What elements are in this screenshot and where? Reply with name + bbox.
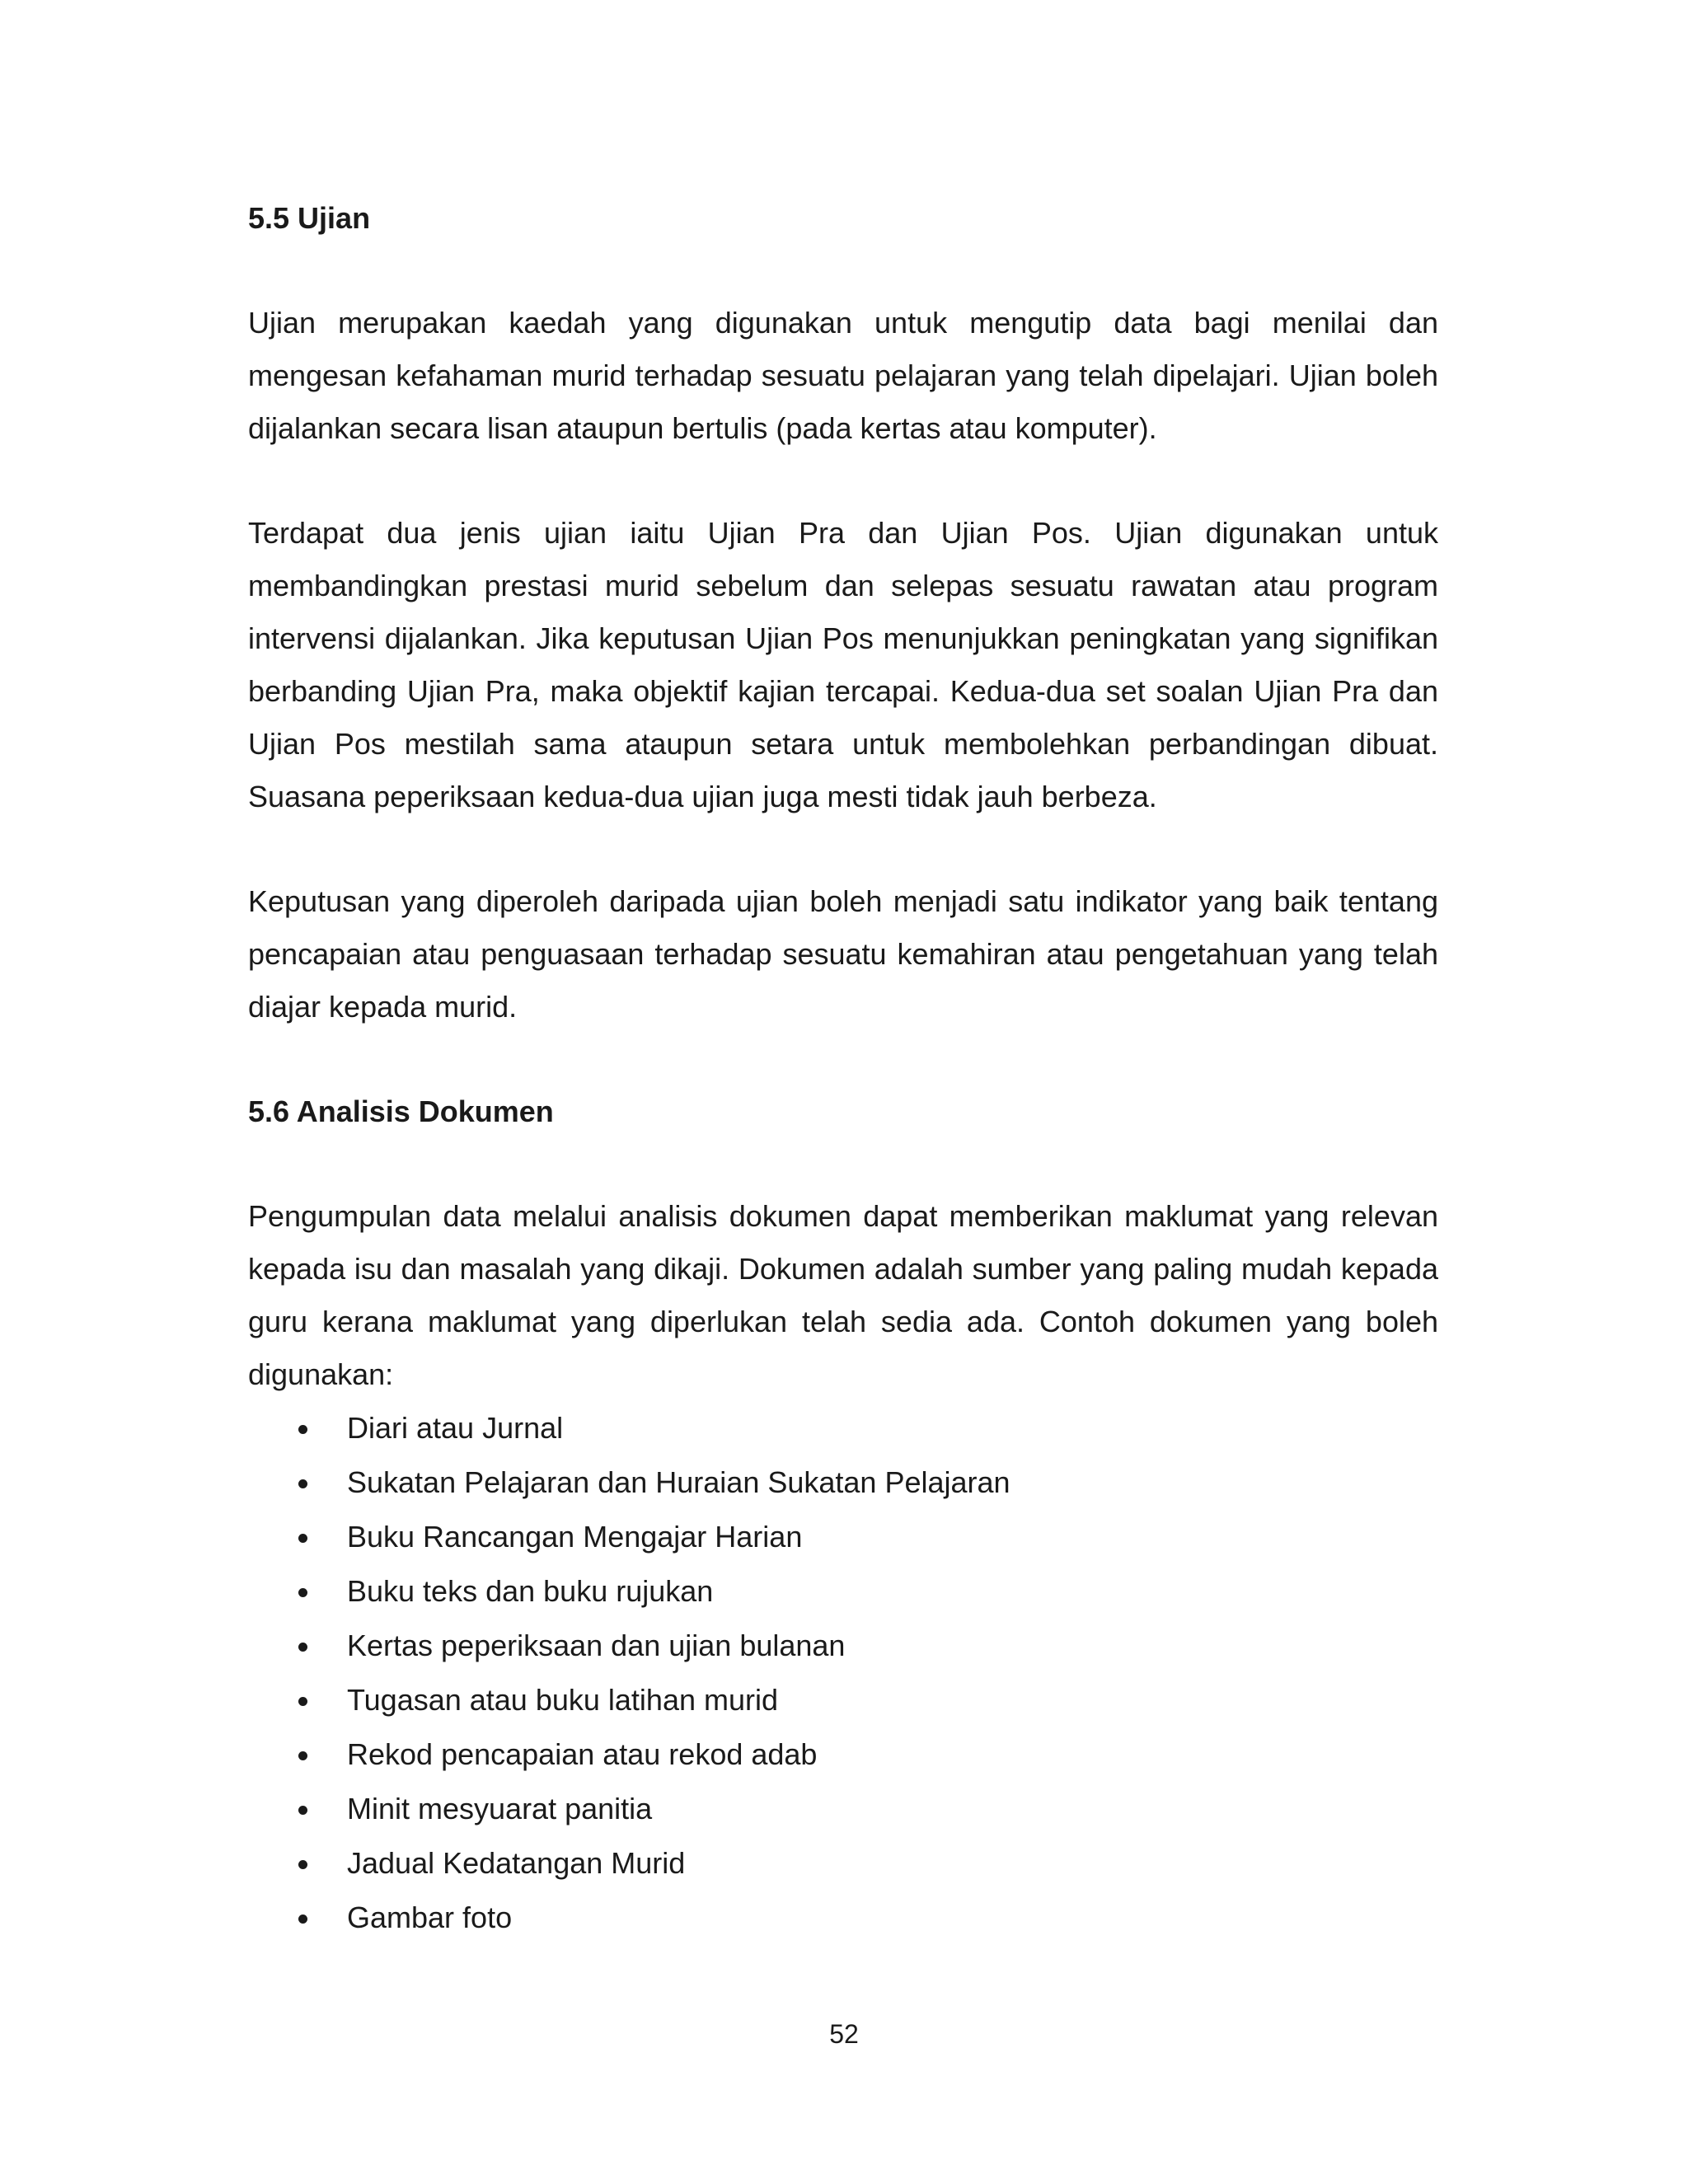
list-item xyxy=(248,1782,1438,1836)
bullet-icon xyxy=(298,1915,307,1924)
page-content xyxy=(248,192,1438,1945)
list-item xyxy=(248,1401,1438,1455)
bullet-icon xyxy=(298,1588,307,1597)
bullet-icon xyxy=(298,1534,307,1543)
bullet-icon xyxy=(298,1479,307,1488)
list-item xyxy=(248,1619,1438,1673)
bullet-icon xyxy=(298,1697,307,1706)
section-heading-analisis-dokumen: 5.6 Analisis Dokumen xyxy=(248,1094,554,1128)
list-item-text: Tugasan atau buku latihan murid xyxy=(347,1683,779,1717)
section-heading-ujian: 5.5 Ujian xyxy=(248,201,371,235)
list-item-text: Rekod pencapaian atau rekod adab xyxy=(347,1737,818,1771)
list-item-text: Buku teks dan buku rujukan xyxy=(347,1574,714,1608)
list-item xyxy=(248,1673,1438,1727)
paragraph-ujian-results: Keputusan yang diperoleh daripada ujian boleh menjadi satu indikator yang baik tentang pencapaian atau penguasaan terhadap sesuatu kemahiran atau pengetahuan yang telah diajar kepada murid. xyxy=(248,884,1438,1024)
list-item xyxy=(248,1455,1438,1510)
bullet-icon xyxy=(298,1751,307,1760)
list-item xyxy=(248,1891,1438,1945)
list-item-text: Gambar foto xyxy=(347,1900,513,1934)
list-item-text: Buku Rancangan Mengajar Harian xyxy=(347,1520,803,1554)
paragraph-ujian-definition: Ujian merupakan kaedah yang digunakan untuk mengutip data bagi menilai dan mengesan kefahaman murid terhadap sesuatu pelajaran yang telah dipelajari. Ujian boleh dijalankan secara lisan ataupun bertulis (pada kertas atau komputer). xyxy=(248,306,1438,445)
paragraph-ujian-types: Terdapat dua jenis ujian iaitu Ujian Pra dan Ujian Pos. Ujian digunakan untuk membandingkan prestasi murid sebelum dan selepas sesuatu rawatan atau program intervensi dijalankan. Jika keputusan Ujian Pos menunjukkan peningkatan yang signifikan berbanding Ujian Pra, maka objektif kajian tercapai. Kedua-dua set soalan Ujian Pra dan Ujian Pos mestilah sama ataupun setara untuk membolehkan perbandingan dibuat. Suasana peperiksaan kedua-dua ujian juga mesti tidak jauh berbeza. xyxy=(248,516,1438,813)
list-item-text: Minit mesyuarat panitia xyxy=(347,1792,653,1825)
list-item xyxy=(248,1836,1438,1891)
document-examples-list xyxy=(248,1401,1438,1945)
list-item-text: Kertas peperiksaan dan ujian bulanan xyxy=(347,1629,846,1662)
paragraph-analisis-dokumen: Pengumpulan data melalui analisis dokumen dapat memberikan maklumat yang relevan kepada isu dan masalah yang dikaji. Dokumen adalah sumber yang paling mudah kepada guru kerana maklumat yang diperlukan telah sedia ada. Contoh dokumen yang boleh digunakan: xyxy=(248,1199,1438,1391)
bullet-icon xyxy=(298,1425,307,1434)
list-item xyxy=(248,1510,1438,1564)
bullet-icon xyxy=(298,1806,307,1815)
list-item-text: Sukatan Pelajaran dan Huraian Sukatan Pelajaran xyxy=(347,1465,1010,1499)
bullet-icon xyxy=(298,1643,307,1652)
list-item-text: Diari atau Jurnal xyxy=(347,1411,564,1445)
list-item xyxy=(248,1564,1438,1619)
list-item xyxy=(248,1727,1438,1782)
bullet-icon xyxy=(298,1860,307,1869)
page-number: 52 xyxy=(829,2019,859,2049)
list-item-text: Jadual Kedatangan Murid xyxy=(347,1846,686,1880)
